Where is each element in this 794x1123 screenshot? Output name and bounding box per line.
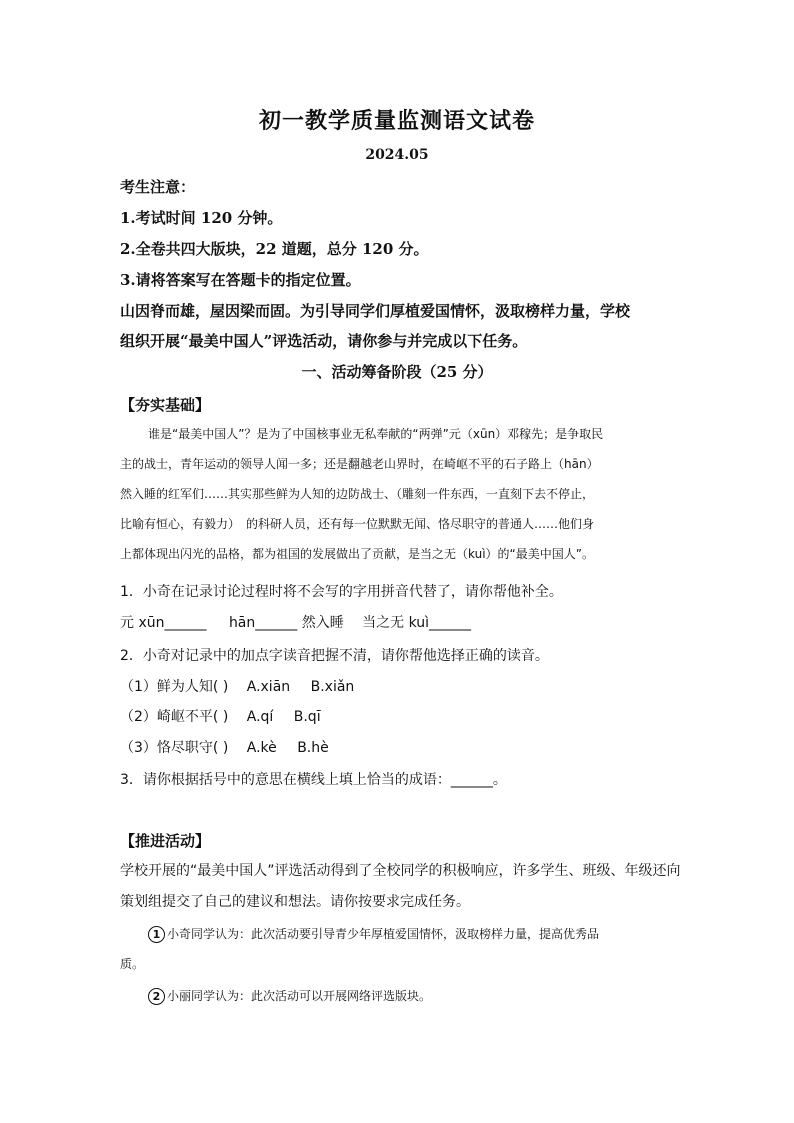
exam-date: 2024.05: [365, 147, 429, 163]
notice-item: 1.考试时间 120 分钟。: [120, 209, 283, 227]
question-1-stem: 1．小奇在记录讨论过程时将不会写的字用拼音代替了，请你帮他补全。: [120, 584, 563, 600]
option-a[interactable]: A.qí: [246, 709, 274, 725]
subsection-heading: 【夯实基础】: [120, 396, 211, 414]
passage-line: 谁是“最美中国人”？是为了中国核事业无私奉献的“两弹”元（xūn）邓稼先；是争取民: [148, 427, 604, 441]
blank-item[interactable]: 元 xūn______: [120, 615, 207, 631]
question-2-item: [120, 737, 329, 757]
intro-line: 山因脊而雄，屋因梁而固。为引导同学们厚植爱国情怀，汲取榜样力量，学校: [120, 302, 631, 320]
subsection-heading: 【推进活动】: [120, 832, 211, 850]
question-3-stem: 3．请你根据括号中的意思在横线上填上恰当的成语：______。: [120, 772, 507, 788]
question-1-blanks: [120, 612, 471, 632]
opinion-text: 小奇同学认为：此次活动要引导青少年厚植爱国情怀，汲取榜样力量，提高优秀品: [167, 927, 600, 941]
notice-item: 3.请将答案写在答题卡的指定位置。: [120, 271, 361, 289]
notice-item: 2.全卷共四大版块，22 道题，总分 120 分。: [120, 240, 429, 258]
question-2-item: [120, 706, 321, 726]
option-a[interactable]: A.xiān: [246, 679, 291, 695]
opinion-line: 质。: [120, 957, 145, 971]
opinion-text: 小丽同学认为：此次活动可以开展网络评选版块。: [167, 989, 432, 1003]
item-label: （1）鲜为人知( ): [120, 679, 229, 695]
circled-number: 2: [148, 988, 165, 1005]
notice-heading: 考生注意：: [120, 178, 196, 196]
opinion-block: [120, 919, 680, 1011]
option-a[interactable]: A.kè: [246, 740, 277, 756]
item-label: （2）崎岖不平( ): [120, 709, 229, 725]
opinion-line: [120, 981, 680, 1011]
intro-line: 组织开展“最美中国人”评选活动，请你参与并完成以下任务。: [120, 332, 528, 350]
circled-number: 1: [148, 926, 165, 943]
passage-line: 然入睡的红军们……其实那些鲜为人知的边防战士、（雕刻一件东西，一直刻下去不停止，: [120, 487, 595, 501]
passage-line: 比喻有恒心，有毅力） 的科研人员，还有每一位默默无闻、恪尽职守的普通人……他们身: [120, 517, 595, 531]
section-2-intro-line: 策划组提交了自己的建议和想法。请你按要求完成任务。: [120, 894, 470, 910]
option-b[interactable]: B.qī: [293, 709, 321, 725]
reading-passage: [120, 419, 680, 569]
option-b[interactable]: B.hè: [297, 740, 329, 756]
opinion-line: [120, 919, 680, 949]
section-heading: 一、活动筹备阶段（25 分）: [301, 363, 493, 381]
blank-item[interactable]: 当之无 kuì______: [362, 615, 472, 631]
option-b[interactable]: B.xiǎn: [310, 679, 355, 695]
passage-line: 上都体现出闪光的品格，都为祖国的发展做出了贡献，是当之无（kuì）的“最美中国人”。: [120, 547, 594, 561]
question-2-stem: 2．小奇对记录中的加点字读音把握不清，请你帮他选择正确的读音。: [120, 648, 549, 664]
question-2-item: [120, 676, 354, 696]
section-2-intro-line: 学校开展的“最美中国人”评选活动得到了全校同学的积极响应，许多学生、班级、年级还向: [120, 863, 681, 879]
page-title: 初一教学质量监测语文试卷: [258, 108, 535, 134]
passage-line: 主的战士，青年运动的领导人闻一多；还是翻越老山界时，在崎岖不平的石子路上（hān）: [120, 457, 599, 471]
blank-item[interactable]: hān______ 然入睡: [228, 615, 344, 631]
item-label: （3）恪尽职守( ): [120, 740, 229, 756]
